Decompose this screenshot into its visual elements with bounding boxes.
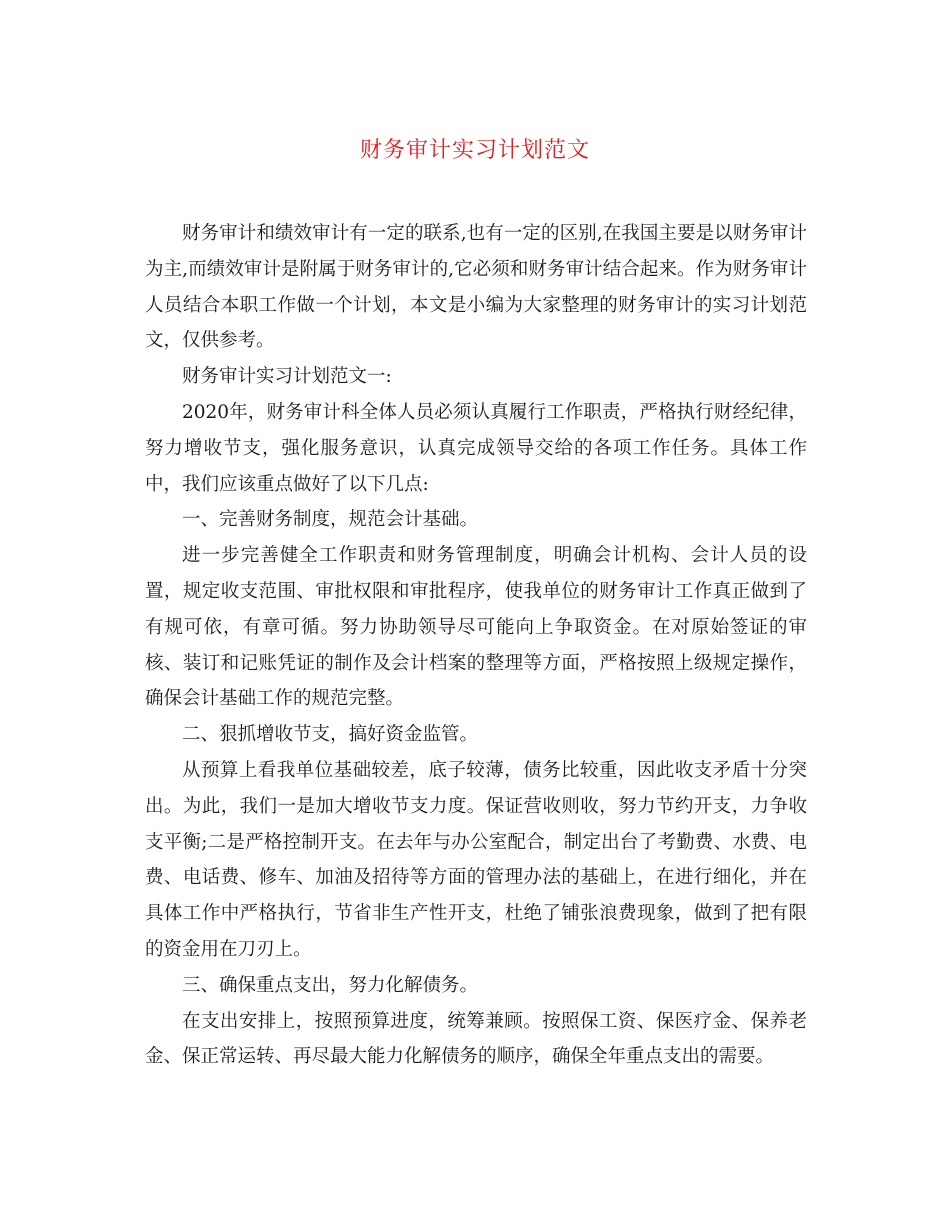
paragraph-overview: 2020年，财务审计科全体人员必须认真履行工作职责，严格执行财经纪律，努力增收节支，强化服务意识，认真完成领导交给的各项工作任务。具体工作中，我们应该重点做好了以下几点: [145,401,807,495]
paragraph-point-2-body: 从预算上看我单位基础较差，底子较薄，债务比较重，因此收支矛盾十分突出。为此，我们一是加大增收节支力度。保证营收则收，努力节约开支，力争收支平衡;二是严格控制开支。在去年与办公室配合，制定出台了考勤费、水费、电费、电话费、修车、加油及招待等方面的管理办法的基础上，在进行细化，并在具体工作中严格执行，节省非生产性开支，杜绝了铺张浪费现象，做到了把有限的资金用在刀刃上。 [145,759,807,960]
paragraph-point-3-body: 在支出安排上，按照预算进度，统筹兼顾。按照保工资、保医疗金、保养老金、保正常运转、再尽最大能力化解债务的顺序，确保全年重点支出的需要。 [145,1010,807,1068]
paragraph-section-heading: 财务审计实习计划范文一: [182,366,392,388]
paragraph-point-3-heading: 三、确保重点支出，努力化解债务。 [182,974,479,996]
paragraph-point-2-heading: 二、狠抓增收节支，搞好资金监管。 [182,724,479,746]
paragraph-intro: 财务审计和绩效审计有一定的联系,也有一定的区别,在我国主要是以财务审计为主,而绩效审计是附属于财务审计的,它必须和财务审计结合起来。作为财务审计人员结合本职工作做一个计划，本文是小编为大家整理的财务审计的实习计划范文，仅供参考。 [145,223,807,352]
document-body [145,216,807,1075]
paragraph-point-1-body: 进一步完善健全工作职责和财务管理制度，明确会计机构、会计人员的设置，规定收支范围、审批权限和审批程序，使我单位的财务审计工作真正做到了有规可依，有章可循。努力协助领导尽可能向上争取资金。在对原始签证的审核、装订和记账凭证的制作及会计档案的整理等方面，严格按照上级规定操作，确保会计基础工作的规范完整。 [145,545,807,710]
paragraph-point-1-heading: 一、完善财务制度，规范会计基础。 [182,509,479,531]
document-title: 财务审计实习计划范文 [359,138,590,163]
